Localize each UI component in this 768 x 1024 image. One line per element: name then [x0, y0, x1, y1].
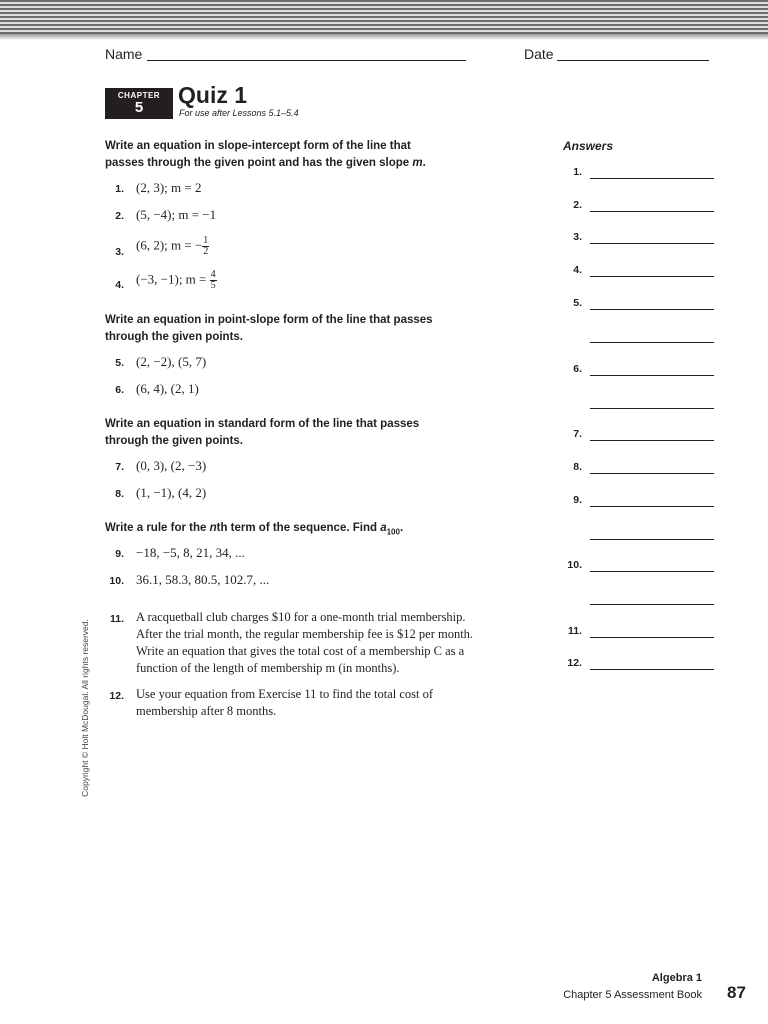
top-stripe-shadow [0, 34, 768, 40]
question-1-number: 1. [115, 183, 124, 195]
page-number: 87 [727, 983, 746, 1002]
answer-10-line-2[interactable] [590, 604, 714, 605]
answer-6-number: 6. [573, 363, 582, 375]
answer-5-line-2[interactable] [590, 342, 714, 343]
question-8-number: 8. [115, 488, 124, 500]
question-8-text: (1, −1), (4, 2) [136, 485, 207, 500]
question-1-text: (2, 3); m = 2 [136, 180, 202, 195]
question-3-text: (6, 2); m = − $\frac{1}{2}$ [136, 235, 209, 257]
answer-6-line-2[interactable] [590, 408, 714, 409]
question-10-number: 10. [109, 575, 124, 587]
answer-9-line-2[interactable] [590, 539, 714, 540]
answer-11-number: 11. [567, 625, 582, 637]
answer-10-number: 10. [567, 559, 582, 571]
top-stripe-decoration [0, 0, 768, 34]
section-2-line-1: Write an equation in point-slope form of the line that passes [105, 314, 433, 326]
footer-chapter-label: Chapter 5 Assessment Book [563, 989, 702, 1001]
answer-11-line[interactable] [590, 637, 714, 638]
answer-2-number: 2. [573, 199, 582, 211]
question-9-number: 9. [115, 548, 124, 560]
quiz-title: Quiz 1 [178, 82, 248, 108]
section-2-instructions [105, 312, 545, 346]
quiz-subtitle: For use after Lessons 5.1–5.4 [179, 108, 299, 118]
answer-8-line[interactable] [590, 473, 714, 474]
date-field-line[interactable] [557, 60, 709, 61]
section-1-line-1: Write an equation in slope-intercept form of the line that [105, 140, 411, 152]
question-3-fraction: $\frac{1}{2}$ [203, 235, 209, 257]
chapter-label: CHAPTER [117, 91, 161, 100]
question-2-number: 2. [115, 210, 124, 222]
chapter-badge [105, 88, 173, 119]
section-4-instructions: Write a rule for the nth term of the sequence. Find $a_{100}$. [105, 522, 404, 537]
question-4-text: (−3, −1); m = $\frac{4}{5}$ [136, 269, 216, 291]
answer-10-line[interactable] [590, 571, 714, 572]
answers-header: Answers [563, 139, 614, 153]
name-field-line[interactable] [147, 60, 466, 61]
name-label: Name [105, 46, 143, 62]
answer-7-line[interactable] [590, 440, 714, 441]
section-1-line-2: passes through the given point and has the given slope m. [105, 157, 426, 169]
answer-12-line[interactable] [590, 669, 714, 670]
question-12-text: Use your equation from Exercise 11 to find the total cost of membership after 8 months. [136, 687, 434, 718]
answer-6-line[interactable] [590, 375, 714, 376]
question-11-text: A racquetball club charges $10 for a one-month trial membership. After the trial month, the regular membership fee is $12 per month. Write an equation that gives the total cost of a membership C as a function of the length of membership m (in months). [136, 610, 474, 675]
section-3-instructions [105, 416, 545, 450]
answer-1-line[interactable] [590, 178, 714, 179]
question-4-fraction: $\frac{4}{5}$ [210, 269, 216, 291]
footer-book-title: Algebra 1 [651, 972, 702, 984]
section-3-line-2: through the given points. [105, 435, 243, 447]
section-3-line-1: Write an equation in standard form of the line that passes [105, 418, 420, 430]
answer-9-line[interactable] [590, 506, 714, 507]
section-1-instructions [105, 138, 545, 172]
question-6-text: (6, 4), (2, 1) [136, 381, 199, 396]
question-7-text: (0, 3), (2, −3) [136, 458, 207, 473]
question-4-number: 4. [115, 279, 124, 291]
copyright-notice: Copyright © Holt McDougal. All rights reserved. [80, 619, 90, 797]
answer-3-line[interactable] [590, 243, 714, 244]
question-6-number: 6. [115, 384, 124, 396]
answer-4-line[interactable] [590, 276, 714, 277]
answer-1-number: 1. [573, 166, 582, 178]
question-12-number: 12. [109, 690, 124, 702]
answer-3-number: 3. [573, 231, 582, 243]
answer-5-line[interactable] [590, 309, 714, 310]
question-11-number: 11. [109, 613, 124, 625]
answer-2-line[interactable] [590, 211, 714, 212]
question-10-text: 36.1, 58.3, 80.5, 102.7, ... [136, 572, 270, 587]
question-3-number: 3. [115, 246, 124, 258]
answer-8-number: 8. [573, 461, 582, 473]
answer-4-number: 4. [573, 264, 582, 276]
question-2-text: (5, −4); m = −1 [136, 207, 217, 222]
answer-7-number: 7. [573, 428, 582, 440]
question-5-text: (2, −2), (5, 7) [136, 354, 207, 369]
question-5-number: 5. [115, 357, 124, 369]
section-2-line-2: through the given points. [105, 331, 243, 343]
answer-12-number: 12. [567, 657, 582, 669]
chapter-number: 5 [134, 99, 144, 116]
answer-9-number: 9. [573, 494, 582, 506]
question-7-number: 7. [115, 461, 124, 473]
question-9-text: −18, −5, 8, 21, 34, ... [136, 545, 245, 560]
answer-5-number: 5. [573, 297, 582, 309]
date-label: Date [524, 46, 554, 62]
